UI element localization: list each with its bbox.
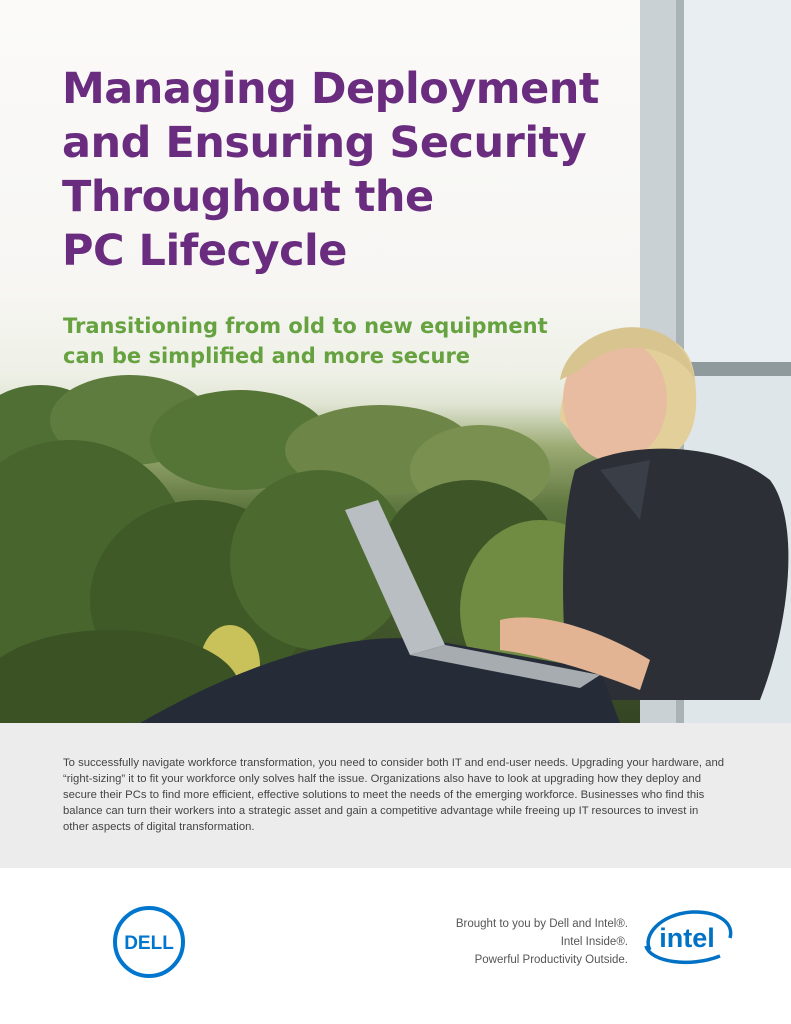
title-line: and Ensuring Security bbox=[62, 118, 587, 168]
subtitle-line: can be simplified and more secure bbox=[63, 344, 471, 368]
intel-logo-text: intel bbox=[659, 923, 715, 953]
dell-logo bbox=[112, 905, 186, 979]
intel-logo bbox=[640, 906, 734, 970]
intro-paragraph: To successfully navigate workforce transformation, you need to consider both IT and end-user needs. Upgrading your hardware, and “right-sizing” it to fit your workforce only solves half the issue. Organizations also have to look at upgrading how they deploy and secure their PCs to find more efficient, effective solutions to meet the needs of the emerging workforce. Businesses who find this balance can turn their workers into a strategic asset and gain a competitive advantage while freeing up IT resources to invest in other aspects of digital transformation. bbox=[63, 757, 725, 833]
page-title bbox=[62, 62, 622, 278]
credit-line: Intel Inside®. bbox=[560, 936, 628, 948]
title-line: PC Lifecycle bbox=[62, 226, 347, 276]
credit-line: Brought to you by Dell and Intel®. bbox=[455, 918, 628, 930]
title-line: Throughout the bbox=[62, 172, 434, 222]
title-line: Managing Deployment bbox=[62, 64, 599, 114]
credit-line: Powerful Productivity Outside. bbox=[474, 954, 628, 966]
dell-logo-text: DELL bbox=[124, 933, 174, 954]
sponsor-credits bbox=[456, 915, 628, 969]
subtitle bbox=[63, 311, 583, 371]
subtitle-line: Transitioning from old to new equipment bbox=[63, 314, 548, 338]
